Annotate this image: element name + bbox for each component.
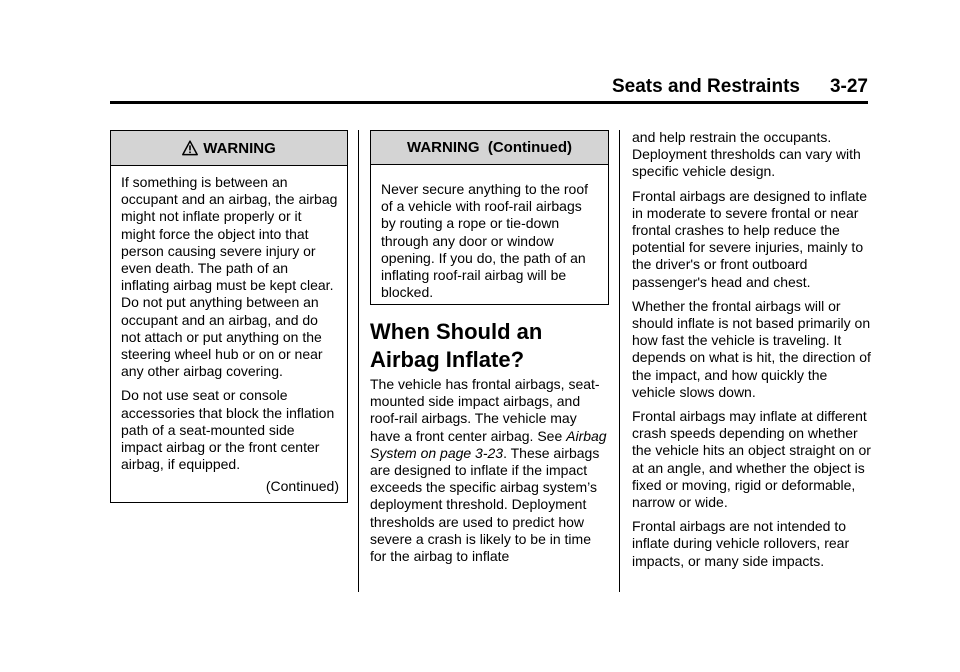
warning-box-continued (370, 130, 609, 305)
warning-continued-header (371, 131, 608, 165)
warning-paragraph-2: Do not use seat or console accessories that block the inflation path of a seat-mounted side impact airbag or the front center airbag, if equipped. (121, 387, 335, 473)
warning-continued-paragraph: Never secure anything to the roof of a vehicle with roof-rail airbags by routing a rope or tie-down through any door or window opening. If you do, the path of an inflating roof-rail airbag will be blocked. (381, 181, 589, 301)
column-divider-1 (358, 130, 359, 592)
continued-label: (Continued) (265, 478, 339, 495)
warning-paragraph-1: If something is between an occupant and an airbag, the airbag might not inflate properly or it might force the object into that person causing severe injury or even death. The path of an inflating airbag must be kept clear. Do not put anything between an occupant and an airbag, and do not attach or put anything on the steering wheel hub or on or near any other airbag covering. (121, 174, 338, 380)
section-title: Seats and Restraints (612, 76, 800, 97)
column-3-body (632, 129, 872, 577)
page-number: 3-27 (829, 76, 868, 97)
column-2-body (370, 376, 610, 572)
intro-paragraph (370, 376, 610, 565)
header-rule (110, 101, 868, 104)
intro-text-continued: . These airbags are designed to inflate if the impact exceeds the specific airbag system’s deployment threshold. Deployment thresholds are used to predict how severe a crash is likely to be in time for the airbag to inflate (370, 444, 600, 565)
warning-triangle-icon (182, 140, 198, 156)
cross-reference-link[interactable]: Airbag System on page 3-23 (370, 427, 607, 461)
page-header (612, 76, 868, 102)
column-divider-2 (619, 130, 620, 592)
paragraph-thresholds: and help restrain the occupants. Deployment thresholds can vary with specific vehicle design. (632, 129, 861, 180)
section-heading: When Should an Airbag Inflate? (370, 319, 543, 372)
warning-continued-body (371, 165, 608, 314)
intro-text: The vehicle has frontal airbags, seat-mounted side impact airbags, and roof-rail airbags. The vehicle may have a front center airbag. See (370, 376, 600, 444)
paragraph-crash-speeds: Frontal airbags may inflate at different crash speeds depending on whether the vehicle hits an object straight on or at an angle, and whether the object is fixed or moving, rigid or deformable, narrow or wide. (632, 408, 871, 511)
paragraph-inflation-factors: Whether the frontal airbags will or should inflate is not based primarily on how fast the vehicle is traveling. It depends on what is hit, the direction of the impact, and how quickly the vehicle slows down. (632, 297, 871, 400)
warning-title: WARNING (203, 139, 276, 157)
paragraph-not-intended: Frontal airbags are not intended to inflate during vehicle rollovers, rear impacts, or many side impacts. (632, 518, 850, 569)
paragraph-frontal-design: Frontal airbags are designed to inflate in moderate to severe frontal or near frontal crashes to help reduce the potential for severe injuries, mainly to the driver's or front outboard passenger's head and chest. (632, 187, 868, 290)
warning-header (111, 131, 347, 166)
warning-body (111, 166, 347, 502)
warning-continued-title: WARNING (Continued) (407, 139, 572, 156)
warning-box-main (110, 130, 348, 503)
